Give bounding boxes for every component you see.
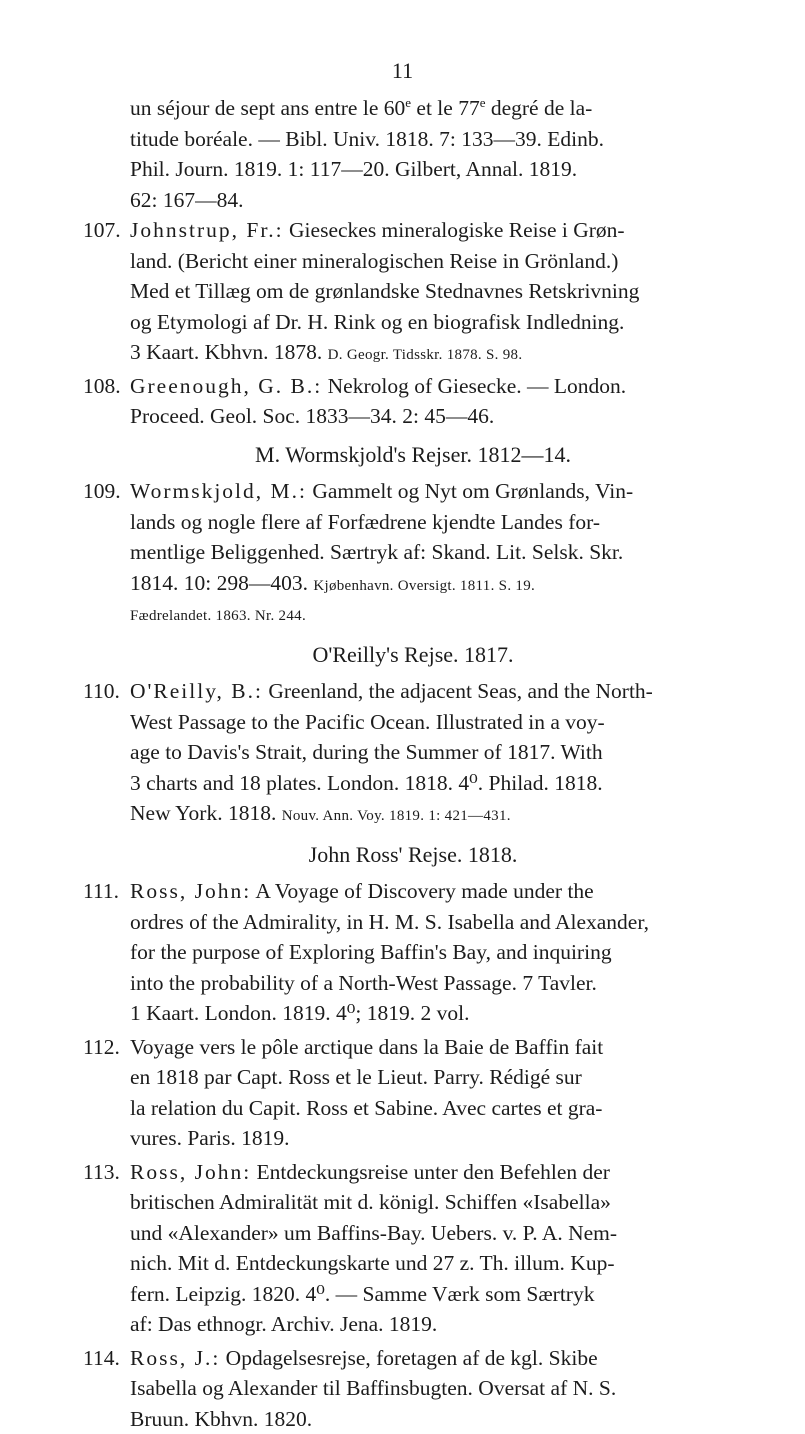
entry-113: 113. Ross, John: Entdeckungsreise unter den Befehlen der britischen Admiralität mit d. königl. Schiffen «Isabella» und «Alexander» um Baffins-Bay. Uebers. v. P. A. Nem- nich. Mit d. Entdeckungskarte und 27 z. Th. illum. Kup- fern. Leipzig. 1820. 4⁰. — Samme Værk som Særtryk af: Das ethnogr. Archiv. Jena. 1819. xyxy=(83,1157,723,1340)
entry-source: Kjøbenhavn. Oversigt. 1811. S. 19. xyxy=(313,578,535,594)
entry-author: Ross, John: xyxy=(130,1160,251,1184)
entry-number: 107. xyxy=(83,215,127,246)
entry-author: Ross, J.: xyxy=(130,1346,220,1370)
entry-109: 109. Wormskjold, M.: Gammelt og Nyt om Grønlands, Vin- lands og nogle flere af Forfædrene kjendte Landes for- mentlige Beliggenhed. Særtryk af: Skand. Lit. Selsk. Skr. 1814. 10: 298—403. Kjøbenhavn. Oversigt. 1811. S. 19. Fædrelandet. 1863. Nr. 244. xyxy=(83,476,723,632)
entry-author: Wormskjold, M.: xyxy=(130,479,307,503)
page-number: 11 xyxy=(0,58,805,84)
entry-114: 114. Ross, J.: Opdagelsesrejse, foretagen af de kgl. Skibe Isabella og Alexander til Baffinsbugten. Oversat af N. S. Bruun. Kbhvn. 1820. xyxy=(83,1343,723,1434)
entry-source: Nouv. Ann. Voy. 1819. 1: 421—431. xyxy=(282,808,511,824)
entry-author: Greenough, G. B.: xyxy=(130,374,322,398)
document-body xyxy=(83,93,723,1434)
entry-111: 111. Ross, John: A Voyage of Discovery made under the ordres of the Admirality, in H. M. S. Isabella and Alexander, for the purpose of Exploring Baffin's Bay, and inquiring into the probability of a North-West Passage. 7 Tavler. 1 Kaart. London. 1819. 4⁰; 1819. 2 vol. xyxy=(83,876,723,1029)
section-heading: M. Wormskjold's Rejser. 1812—14. xyxy=(83,440,723,471)
entry-number: 113. xyxy=(83,1157,127,1188)
entry-source: D. Geogr. Tidsskr. 1878. S. 98. xyxy=(328,347,523,363)
entry-number: 111. xyxy=(83,876,127,907)
entry-number: 110. xyxy=(83,676,127,707)
entry-author: Johnstrup, Fr.: xyxy=(130,218,284,242)
section-heading: O'Reilly's Rejse. 1817. xyxy=(83,640,723,671)
entry-110: 110. O'Reilly, B.: Greenland, the adjacent Seas, and the North- West Passage to the Pacific Ocean. Illustrated in a voy- age to Davis's Strait, during the Summer of 1817. With 3 charts and 18 plates. London. 1818. 4⁰. Philad. 1818. New York. 1818. Nouv. Ann. Voy. 1819. 1: 421—431. xyxy=(83,676,723,832)
entry-number: 114. xyxy=(83,1343,127,1374)
entry-source: Fædrelandet. 1863. Nr. 244. xyxy=(130,601,723,632)
entry-107: 107. Johnstrup, Fr.: Gieseckes mineralogiske Reise i Grøn- land. (Bericht einer mineralogischen Reise in Grönland.) Med et Tillæg om de grønlandske Stednavnes Retskrivning og Etymologi af Dr. H. Rink og en biografisk Indledning. 3 Kaart. Kbhvn. 1878. D. Geogr. Tidsskr. 1878. S. 98. xyxy=(83,215,723,371)
intro-paragraph: un séjour de sept ans entre le 60e et le 77e degré de la- titude boréale. — Bibl. Univ. 1818. 7: 133—39. Edinb. Phil. Journ. 1819. 1: 117—20. Gilbert, Annal. 1819. 62: 167—84. xyxy=(83,93,723,215)
entry-author: O'Reilly, B.: xyxy=(130,679,263,703)
section-heading: John Ross' Rejse. 1818. xyxy=(83,840,723,871)
entry-108: 108. Greenough, G. B.: Nekrolog of Giesecke. — London. Proceed. Geol. Soc. 1833—34. 2: 45—46. xyxy=(83,371,723,432)
entry-number: 108. xyxy=(83,371,127,402)
entry-author: Ross, John: xyxy=(130,879,251,903)
entry-number: 112. xyxy=(83,1032,127,1063)
entry-number: 109. xyxy=(83,476,127,507)
entry-112: 112. Voyage vers le pôle arctique dans la Baie de Baffin fait en 1818 par Capt. Ross et le Lieut. Parry. Rédigé sur la relation du Capit. Ross et Sabine. Avec cartes et gra- vures. Paris. 1819. xyxy=(83,1032,723,1154)
